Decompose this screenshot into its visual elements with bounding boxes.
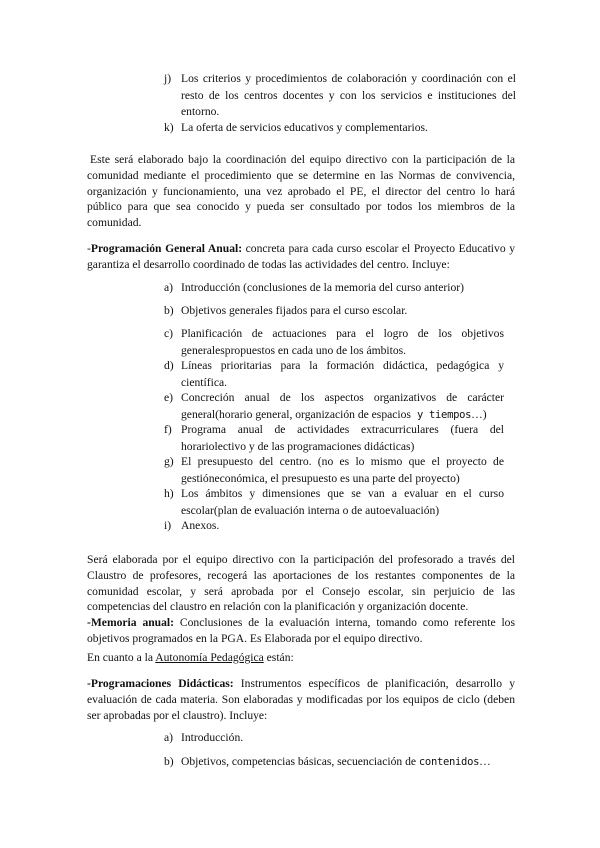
paragraph-memoria — [87, 615, 515, 647]
list-marker: a) — [164, 731, 174, 744]
list-item-j — [164, 71, 516, 121]
list-marker: f) — [164, 423, 172, 436]
list-text-main: Objetivos, competencias básicas, secuenciación de — [181, 755, 419, 768]
list-text-end: …) — [471, 407, 487, 421]
list-marker: d) — [164, 359, 174, 372]
list-text: Objetivos generales fijados para el curso escolar. — [181, 304, 408, 317]
list-item-k — [164, 120, 516, 137]
prog-heading: -Programaciones Didácticas: — [87, 677, 234, 690]
pga-text: concreta para cada curso escolar el Proyecto Educativo y garantiza el desarrollo coordinado de todas las actividades del centro. Incluye: — [87, 242, 515, 271]
list-text: El presupuesto del centro. (no es lo mismo que el proyecto de gestióneconómica, el presupuesto es una parte del proyecto) — [181, 455, 504, 485]
list-text: La oferta de servicios educativos y complementarios. — [181, 121, 428, 134]
pga-prefix: - — [87, 242, 91, 255]
autonomia-after: están: — [263, 651, 294, 664]
paragraph-pga-elaboration: Será elaborada por el equipo directivo con la participación del profesorado a través del Claustro de profesores, recogerá las aportaciones de los restantes componentes de la comunidad escolar, y será aprobada por el Consejo escolar, sin perjuicio de las competencias del claustro en relación con la planificación y organización docente. — [87, 553, 515, 614]
paragraph-programaciones — [87, 676, 515, 723]
list-text-tail: y tiempos — [410, 408, 472, 421]
list-text — [181, 390, 504, 423]
list-marker: e) — [164, 391, 174, 404]
list-text-main: Concreción anual de los aspectos organizativos de carácter general(horario general, organización de espacios — [181, 391, 504, 421]
list-text: Anexos. — [181, 519, 220, 532]
list-marker: c) — [164, 327, 174, 340]
list-marker: g) — [164, 455, 174, 468]
pga-heading: Programación General Anual: — [90, 242, 243, 255]
list-text: Los criterios y procedimientos de colaboración y coordinación con el resto de los centros docentes y con los servicios e instituciones del entorno. — [181, 72, 516, 118]
list-marker: j) — [164, 72, 172, 85]
paragraph-pga — [87, 241, 515, 273]
list-text: Los ámbitos y dimensiones que se van a evaluar en el curso escolar(plan de evaluación interna o de autoevaluación) — [181, 487, 504, 517]
list-text: Introducción. — [181, 731, 244, 744]
memoria-text: Conclusiones de la evaluación interna, tomando como referente los objetivos programados en la PGA. Es Elaborada por el equipo directivo. — [87, 616, 515, 645]
list-text-tail: contenidos — [418, 756, 480, 768]
autonomia-link: Autonomía Pedagógica — [155, 651, 264, 664]
paragraph-pe-elaboration: Este será elaborado bajo la coordinación del equipo directivo con la participación de la comunidad mediante el procedimiento que se determine en las Normas de convivencia, organización y funcionamiento, una vez aprobado el PE, el director del centro lo hará público para que sea conocido y pueda ser consultado por todos los miembros de la comunidad. — [87, 153, 515, 230]
list-marker: i) — [164, 519, 172, 532]
list-text: Planificación de actuaciones para el logro de los objetivos generalespropuestos en cada uno de los ámbitos. — [181, 327, 504, 357]
autonomia-before: En cuanto a la — [87, 651, 156, 664]
list-marker: b) — [164, 755, 174, 768]
list-marker: a) — [164, 281, 174, 294]
memoria-heading: -Memoria anual: — [87, 616, 175, 629]
prog-text: Instrumentos específicos de planificación, desarrollo y evaluación de cada materia. Son elaboradas y modificadas por los equipos de ciclo (deben ser aprobadas por el claustro). Incluye: — [87, 677, 515, 722]
list-text-end: … — [479, 755, 491, 768]
list-text: Introducción (conclusiones de la memoria del curso anterior) — [181, 281, 464, 294]
list-text: Líneas prioritarias para la formación didáctica, pedagógica y científica. — [181, 359, 504, 389]
list-marker: k) — [164, 121, 174, 134]
list-text — [181, 754, 504, 771]
autonomia-line — [87, 650, 515, 666]
list-text: Programa anual de actividades extracurriculares (fuera del horariolectivo y de las programaciones didácticas) — [181, 423, 504, 453]
list-marker: b) — [164, 304, 174, 317]
list-marker: h) — [164, 487, 174, 500]
